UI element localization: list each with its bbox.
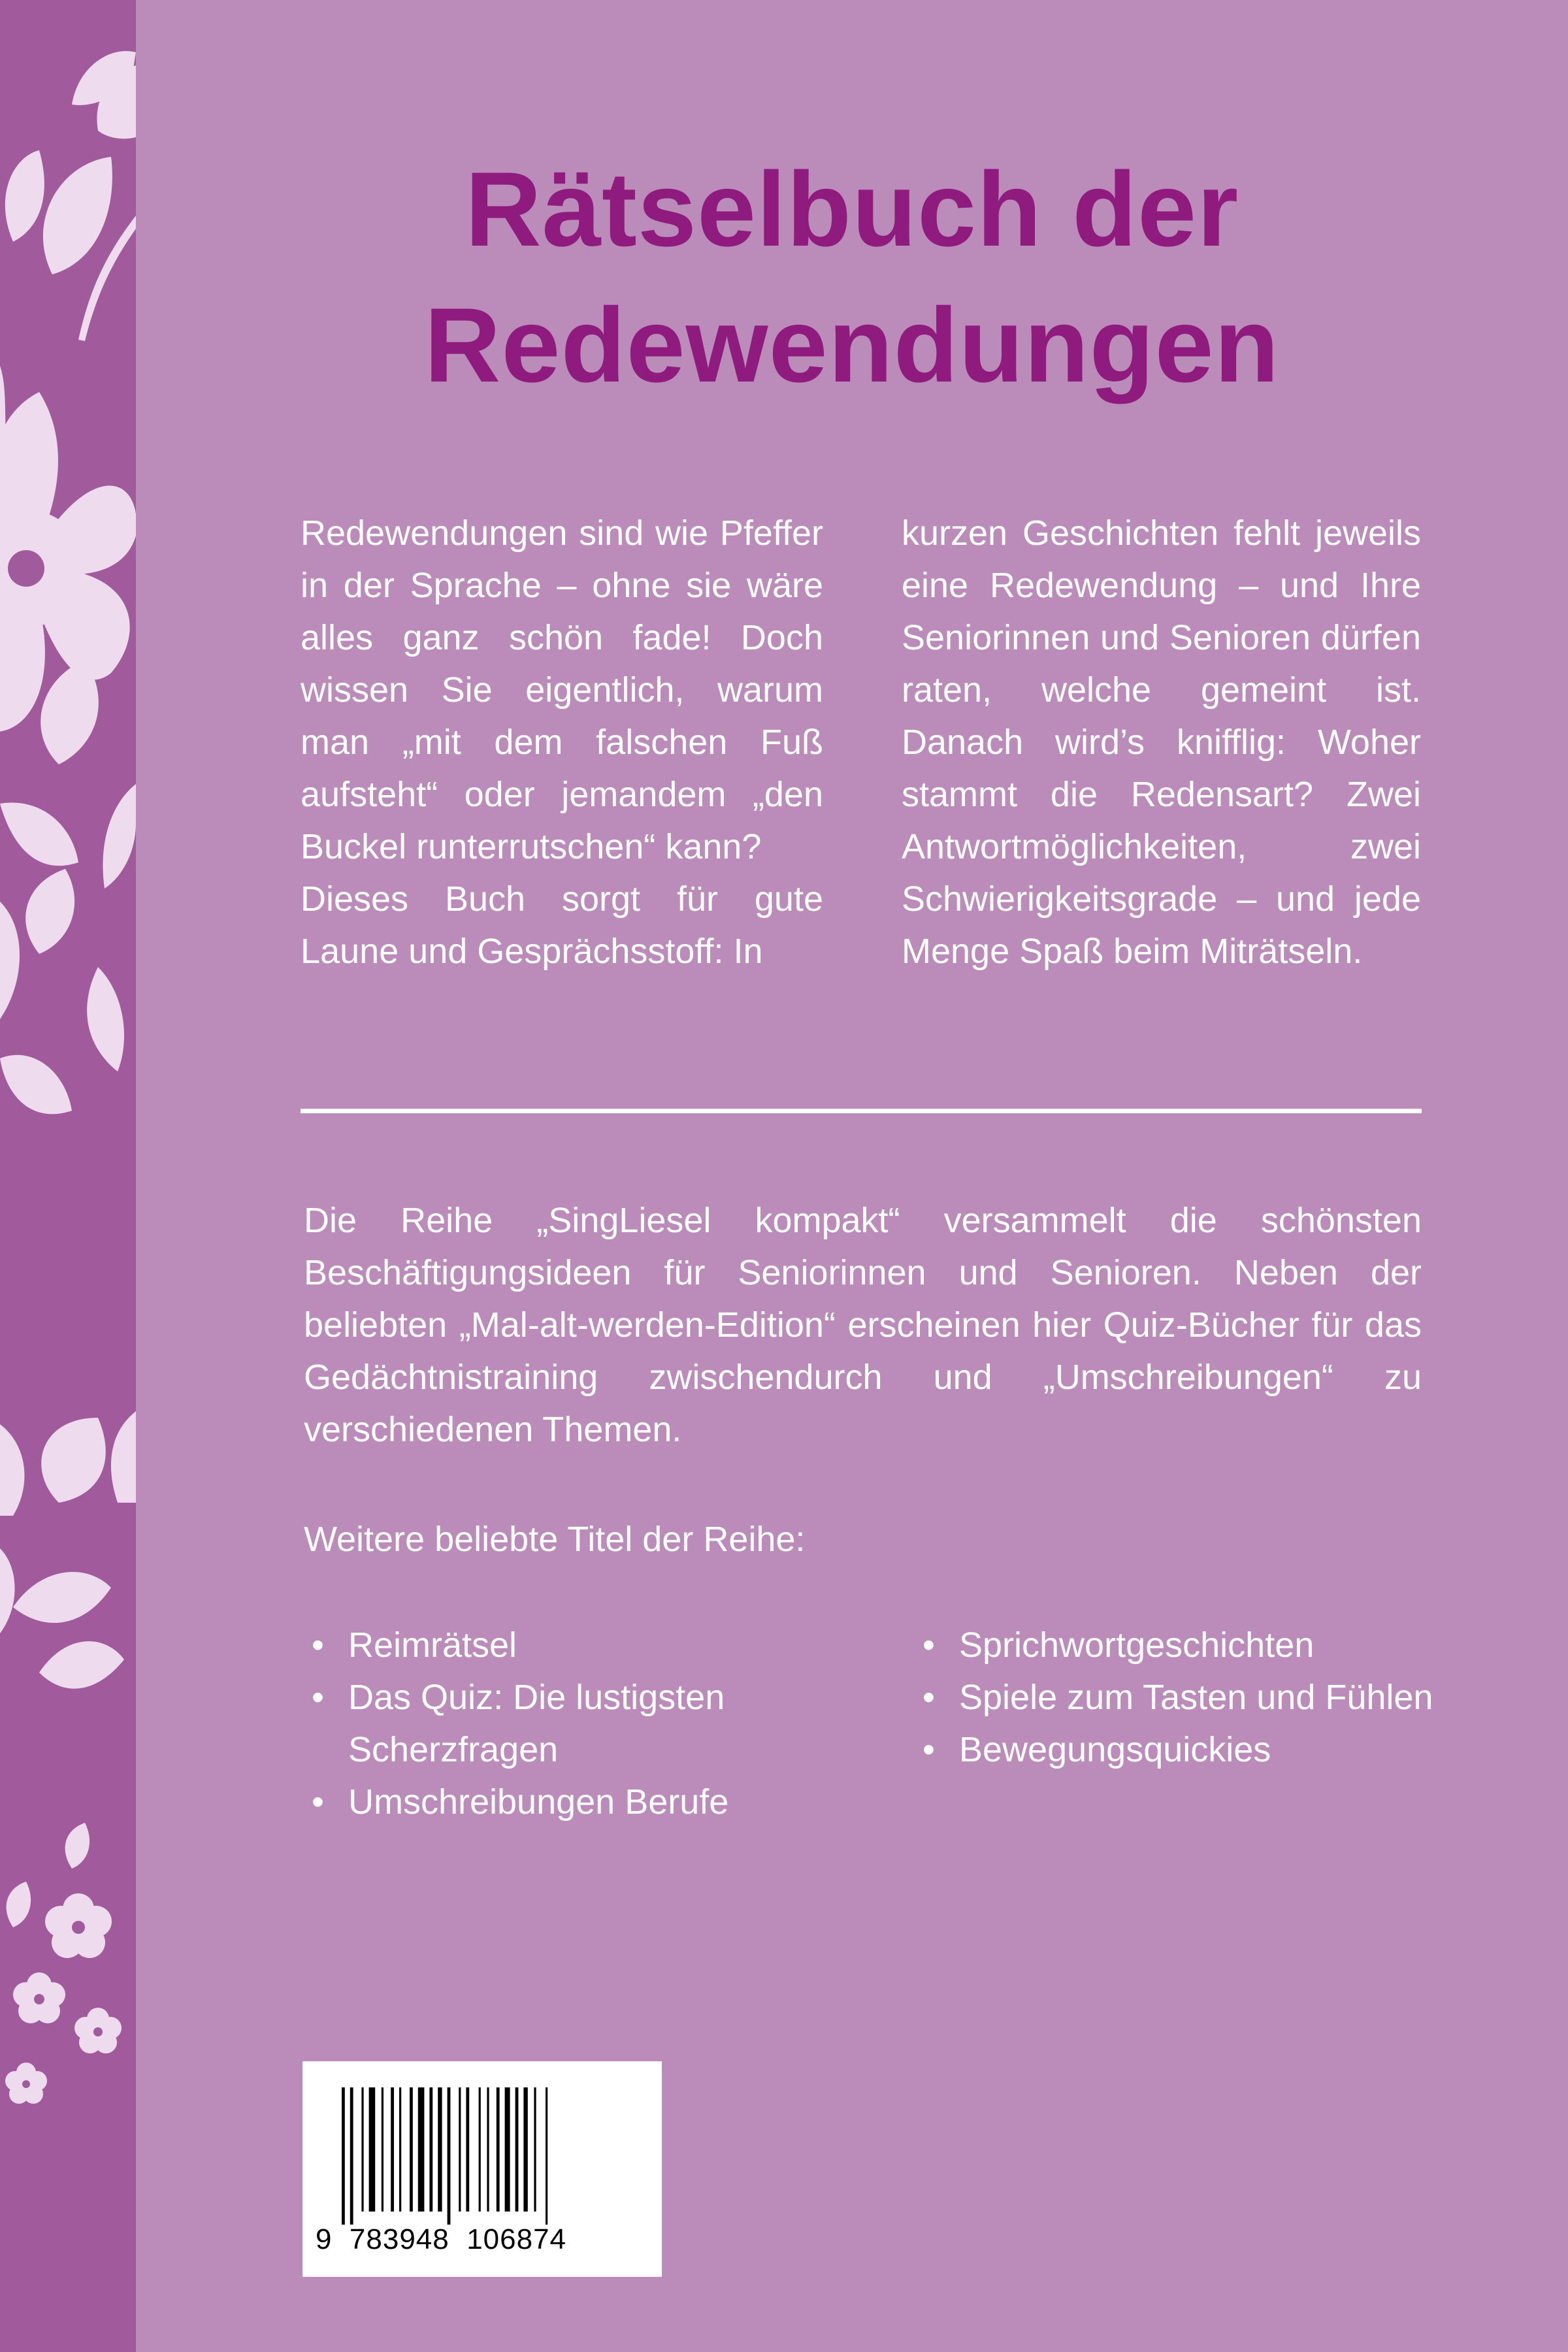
list-item bbox=[304, 1776, 826, 1828]
floral-spine bbox=[0, 0, 136, 2352]
list-item-label: Bewegungsquickies bbox=[959, 1730, 1271, 1769]
list-item-label: Reimrätsel bbox=[348, 1625, 517, 1665]
intro-paragraph-2: Dieses Buch sorgt für gute Laune und Gesprächsstoff: In bbox=[301, 879, 823, 971]
floral-pattern-icon bbox=[0, 0, 136, 2352]
list-item-label: Spiele zum Tasten und Fühlen bbox=[959, 1678, 1433, 1717]
bullet-icon: • bbox=[923, 1678, 935, 1717]
intro-right-column bbox=[902, 507, 1421, 977]
bullet-icon: • bbox=[923, 1625, 935, 1665]
bullet-icon: • bbox=[923, 1730, 935, 1769]
barcode-bar bbox=[466, 2087, 469, 2212]
divider-line bbox=[301, 1109, 1422, 1113]
barcode-bar bbox=[497, 2087, 500, 2212]
barcode-bar bbox=[369, 2087, 376, 2212]
intro-left-column bbox=[301, 507, 823, 977]
list-item bbox=[304, 1619, 826, 1671]
barcode-bar bbox=[342, 2087, 345, 2225]
bullet-icon: • bbox=[312, 1625, 324, 1665]
title-line-1: Rätselbuch der bbox=[465, 150, 1239, 269]
barcode-bar bbox=[546, 2087, 547, 2225]
barcode-bar bbox=[382, 2087, 384, 2212]
intro-paragraph-3: kurzen Geschichten fehlt jeweils eine Redewendung – und Ihre Seniorinnen und Senioren dürfen raten, welche gemeint ist. Danach wird’s knifflig: Woher stammt die Redensart? Zwei Antwortmöglichkeiten, zwei Schwierigkeitsgrade – und jede Menge Spaß beim Miträtseln. bbox=[902, 514, 1421, 971]
barcode-bar bbox=[399, 2087, 401, 2212]
barcode-bar bbox=[523, 2087, 527, 2212]
barcode-bar bbox=[391, 2087, 394, 2212]
barcode-bar bbox=[479, 2087, 481, 2212]
barcode-bar bbox=[438, 2087, 442, 2212]
list-item bbox=[915, 1723, 1437, 1776]
more-titles-heading: Weitere beliebte Titel der Reihe: bbox=[304, 1520, 806, 1559]
list-item bbox=[915, 1619, 1437, 1671]
bullet-icon: • bbox=[312, 1782, 324, 1821]
list-item-label: Umschreibungen Berufe bbox=[348, 1782, 729, 1821]
titles-list-right bbox=[915, 1619, 1437, 1776]
title-line-2: Redewendungen bbox=[424, 286, 1280, 404]
list-item-label: Sprichwortgeschichten bbox=[959, 1625, 1315, 1665]
barcode-bar bbox=[459, 2087, 461, 2212]
bullet-icon: • bbox=[312, 1678, 324, 1717]
list-item bbox=[915, 1671, 1437, 1723]
barcode-bar bbox=[350, 2087, 353, 2225]
intro-paragraph-1: Redewendungen sind wie Pfeffer in der Sprache – ohne sie wäre alles ganz schön fade! Doch wissen Sie eigentlich, warum man „mit dem falschen Fuß aufsteht“ oder jemandem „den Buckel runterrutschen“ kann? bbox=[301, 514, 823, 866]
series-description: Die Reihe „SingLiesel kompakt“ versammelt die schönsten Beschäftigungsideen für Seniorinnen und Senioren. Neben der beliebten „Mal-alt-werden-Edition“ erscheinen hier Quiz-Bücher für das Gedächtnistraining zwischendurch und „Umschreibungen“ zu verschiedenen Themen. bbox=[304, 1201, 1422, 1449]
barcode-bar bbox=[487, 2087, 489, 2212]
isbn-digits: 9 783948 106874 bbox=[316, 2223, 567, 2255]
list-item-label: Das Quiz: Die lustigsten Scherzfragen bbox=[348, 1678, 725, 1769]
barcode-bar bbox=[418, 2087, 425, 2212]
barcode-bar bbox=[429, 2087, 433, 2212]
list-item bbox=[304, 1671, 826, 1776]
barcode-bar bbox=[534, 2087, 536, 2212]
barcode-bar bbox=[448, 2087, 451, 2225]
barcode bbox=[302, 2061, 662, 2277]
barcode-bar bbox=[361, 2087, 363, 2212]
titles-list-left bbox=[304, 1619, 826, 1828]
barcode-bar bbox=[410, 2087, 413, 2212]
barcode-bar bbox=[515, 2087, 519, 2212]
barcode-bar bbox=[505, 2087, 510, 2212]
